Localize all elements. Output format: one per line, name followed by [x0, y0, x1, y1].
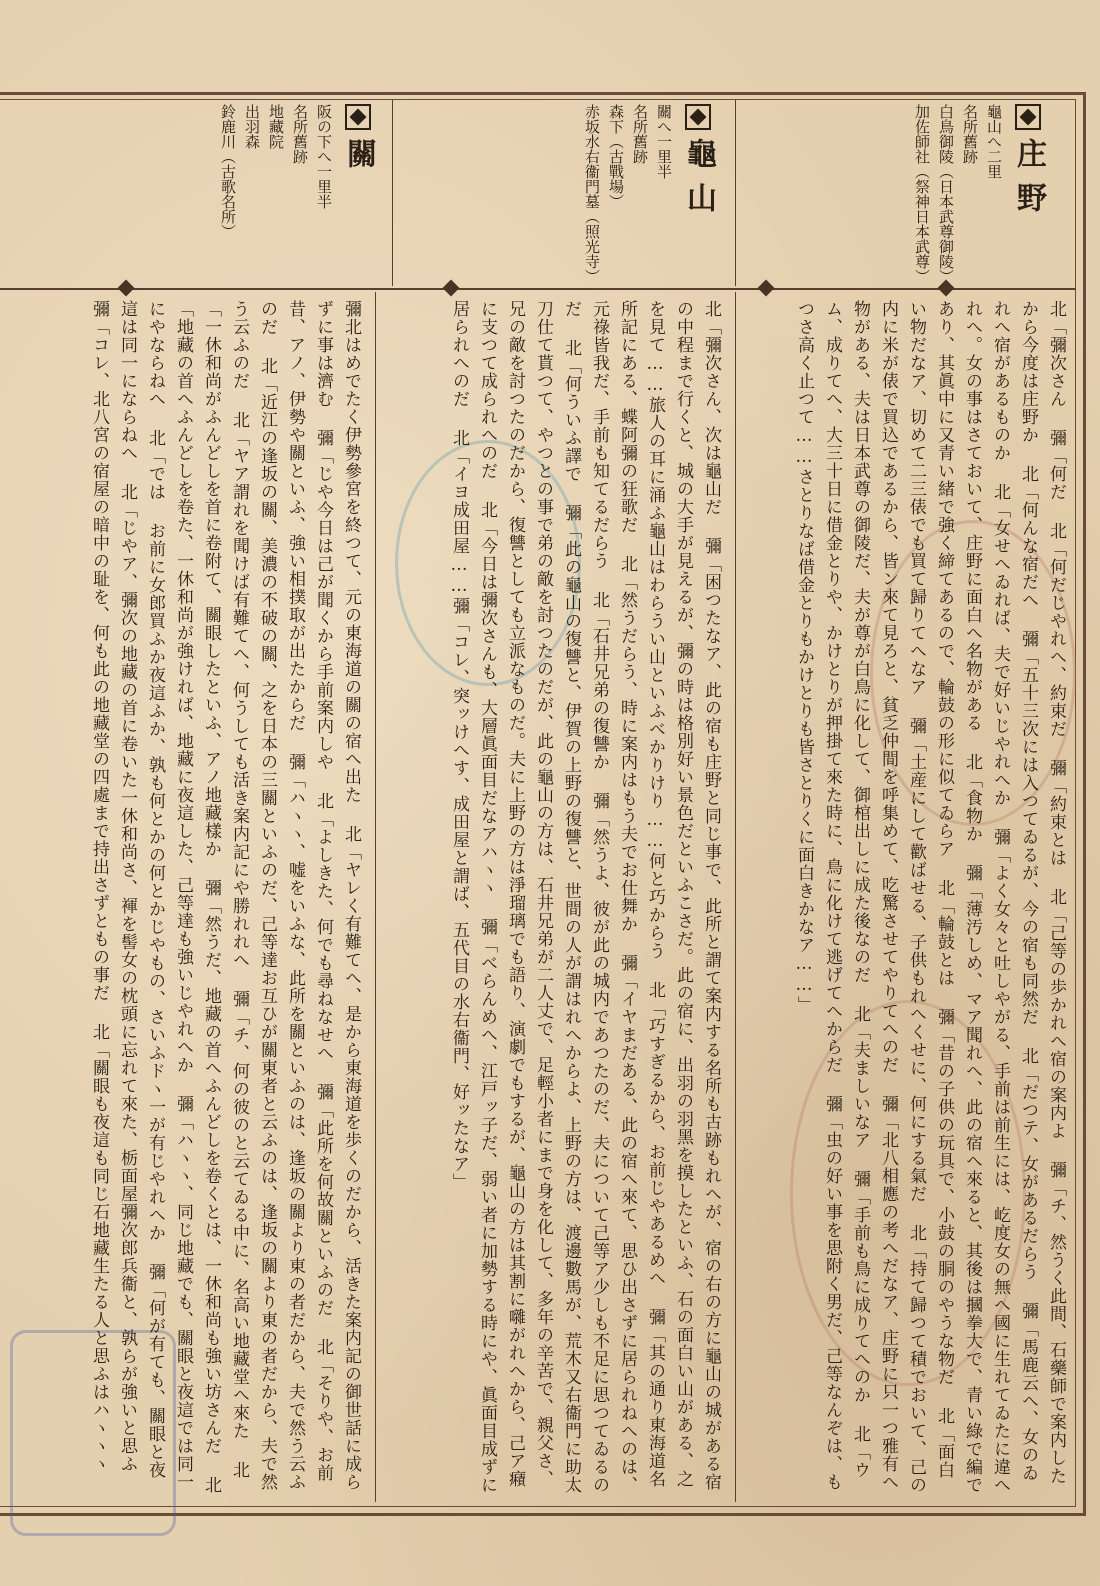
spot-item: 出羽森	[243, 104, 261, 149]
section-title: 龜山	[676, 104, 720, 284]
header-column-divider	[392, 100, 393, 286]
section-header-kameyama	[420, 104, 720, 284]
section-spots-label: 名所舊跡	[961, 104, 979, 164]
body-text-kameyama: 北「彌次さん、次は龜山だ 彌「困つたなア、此の宿も庄野と同じ事で、此所と謂て案内する名所も古跡もれへが、宿の右の方に龜山の城がある宿の中程まで行くと、城の大手が見えるが、彌の時は格別好い景色だといふこさだ。此の宿に、出羽の羽黑を摸したといふ、石の面白い山がある、之を見て……旅人の耳に涌ふ龜山はわらうい山といふべかりけり……何と巧からう 北「巧すぎるから、お前じやあるめへ 彌「其の通り東海道名所記にある、蝶阿彌の狂歌だ 北「然うだらう、時に案内はもう夫でお仕舞か 彌「イヤまだある、此の宿へ來て、思ひ出さずに居られねへのは、元祿皆我だ、手前も知てるだらう 北「石井兄弟の復讐か 彌「然うよ、彼が此の城内であつたのだ、夫について己等ア少しも不足に思つてゐるのだ 北「何ういふ譯で 彌「此の龜山の復讐と、伊賀の上野の復讐と、世間の人が謂はれへからよ、上野の方は、渡邊數馬が、荒木又右衞門に助太刀仕て貰つて、やつとの事で弟の敵を討つたのだが、此の龜山の方は、石井兄弟が二人丈で、足輕小者にまで身を化して、多年の辛苦で、親父さ、兄の敵を討つたのだから、復讐としても立派なものだ。夫に上野の方は淨瑠璃でも語り、演劇でもするが、龜山の方は其割に囃がれへから、己ア癪に支つて成られへのだ 北「今日は彌次さんも、大層眞面目だなアハヽヽ 彌「べらんめへ、江戸ッ子だ、弱い者に加勢する時にや、眞面目成ずに居られへのだ 北「イヨ成田屋……彌「コレ、突ッけへす、成田屋と謂ば、五代目の水右衞門、好ッたなア」	[449, 300, 721, 1494]
header-column-divider	[735, 100, 736, 286]
section-title: 庄野	[1006, 104, 1050, 284]
diamond-box-icon	[685, 104, 711, 130]
spot-item: 地藏院	[267, 104, 285, 149]
body-column-divider	[375, 292, 376, 1502]
body-column-divider	[735, 292, 736, 1502]
spot-item: 森下（古戰場）	[607, 104, 625, 209]
diamond-box-icon	[345, 104, 371, 130]
body-text-seki: 彌北はめでたく伊勢參宮を終つて、元の東海道の關の宿へ出た 北「ヤレく有難てへ、是から東海道を歩くのだから、活きた案内記の御世話に成らずに事は濟む 彌「じや今日は己が聞くから手前案内しや 北「よしきた、何でも尋ねなせへ 彌「此所を何故關といふのだ 北「そりや、お前昔、アノ、伊勢や關といふ、強い相撲取が出たからだ 彌「ハヽヽ、嘘をいふな、此所を關といふのは、逢坂の關より東の者だから、夫で然う云ふのだ 北「近江の逢坂の關、美濃の不破の關、之を日本の三關といふのだ、己等達お互ひが關東者と云ふのは、逢坂の關より東の者だから、夫で然う云ふのだ 北「ヤア謂れを聞けば有難てへ、何うしても活き案内記にや勝れれへ 彌「チ、何の彼のと云てゐる中に、名高い地藏堂へ來た 北「一休和尚がふんどしを首に卷附て、關眼したといふ、アノ地藏樣か 彌「然うだ、地藏の首へふんどしを卷くとは、一休和尚も強い坊さんだ 北「地藏の首へふんどしを卷た、一休和尚が強ければ、地藏に夜這した、己等達も強いじやれへか 彌「ハヽヽ、同じ地藏でも、關眼と夜這では同一にやならねへ 北「では お前に女郎買ふか夜這ふか、孰も何とかの何とかじやもの、さいふドヽ一が有じやれへか 彌「何が有ても、關眼と夜這は同一にならねへ 北「じやア、彌次の地藏の首に卷いた一休和尚さ、褌を髻女の枕頭に忘れて來た、栃面屋彌次郎兵衞と、孰らが強いと思ふ 彌「コレ、北八宮の宿屋の暗中の耻を、何も此の地藏堂の四處まで持出さずともの事だ 北「關眼も夜這も同じ石地藏生たる人と思ふはハヽヽヽ	[89, 300, 361, 1494]
section-distance: 阪の下へ一里半	[315, 104, 333, 209]
section-header-shono	[750, 104, 1050, 284]
diamond-box-icon	[1015, 104, 1041, 130]
section-header-seki	[60, 104, 380, 284]
body-text-shono: 北「彌次さん 彌「何だ 北「何だじやれへ、約束だ 彌「約束とは 北「己等の歩かれへ宿の案内よ 彌「チ、然うく此間、石藥師で案内したから今度は庄野か 北「何んな宿だへ 彌「五十三次には入つてゐるが、今の宿も同然だ 北「だつテ、女があるだらう 彌「馬鹿云へ、女のゐれへ宿があるものか 北「女せへゐれば、夫で好いじやれへか 彌「よく女々と吐しやがる、手前は前生には、屹度女の無へ國に生れてゐたに違へれへ。女の事はさておいて、庄野に面白へ名物がある 北「食物か 彌「薄汚しめ、マア聞れへ、此の宿へ來ると、其後は摑拳大で、青い綠で編であり、其眞中に又青い緒で強く締てあるので、輪鼓の形に似てゐらア 北「輪鼓とは 彌「昔の子供の玩具で、小鼓の胴のやうな物だ 北「面白い物だなア、切めて二三俵でも買て歸りてへなア 彌「土産にして歡ばせる、子供もれへくせに、何にする氣だ 北「持て歸つて積でおいて、己の内に米が俵で買込であるから、皆ン來て見ろと、貧乏仲間を呼集めて、吃驚させてやりてへのだ 彌「北八相應の考へだなア、庄野に只一つ雅有へ物がある、夫は日本武尊の御陵だ、夫が尊が白鳥に化して、御棺出しに成た後なのだ 北「夫ましいなア 彌「手前も鳥に成りてへのか 北「ウム、成りてへ、大三十日に借金とりや、かけとりが押掛て來た時に、鳥に化けて逃げてへからだ 彌「虫の好い事を思附く男だ、己等なんぞは、もつさ高く止つて……さとりなば借金とりもかけとりも皆さとりくに面白きかなア……」	[794, 300, 1066, 1494]
spot-item: 加佐師社（祭神日本武尊）	[913, 104, 931, 284]
section-title: 關	[336, 104, 380, 284]
section-spots-label: 名所舊跡	[631, 104, 649, 164]
spot-item: 鈴鹿川（古歌名所）	[219, 104, 237, 239]
section-distance: 龜山へ二里	[985, 104, 1003, 179]
header-divider	[0, 288, 1076, 290]
section-spots-label: 名所舊跡	[291, 104, 309, 164]
spot-item: 赤坂水右衞門墓（照光寺）	[583, 104, 601, 284]
section-distance: 關へ一里半	[655, 104, 673, 179]
spot-item: 白鳥御陵（日本武尊御陵）	[937, 104, 955, 284]
